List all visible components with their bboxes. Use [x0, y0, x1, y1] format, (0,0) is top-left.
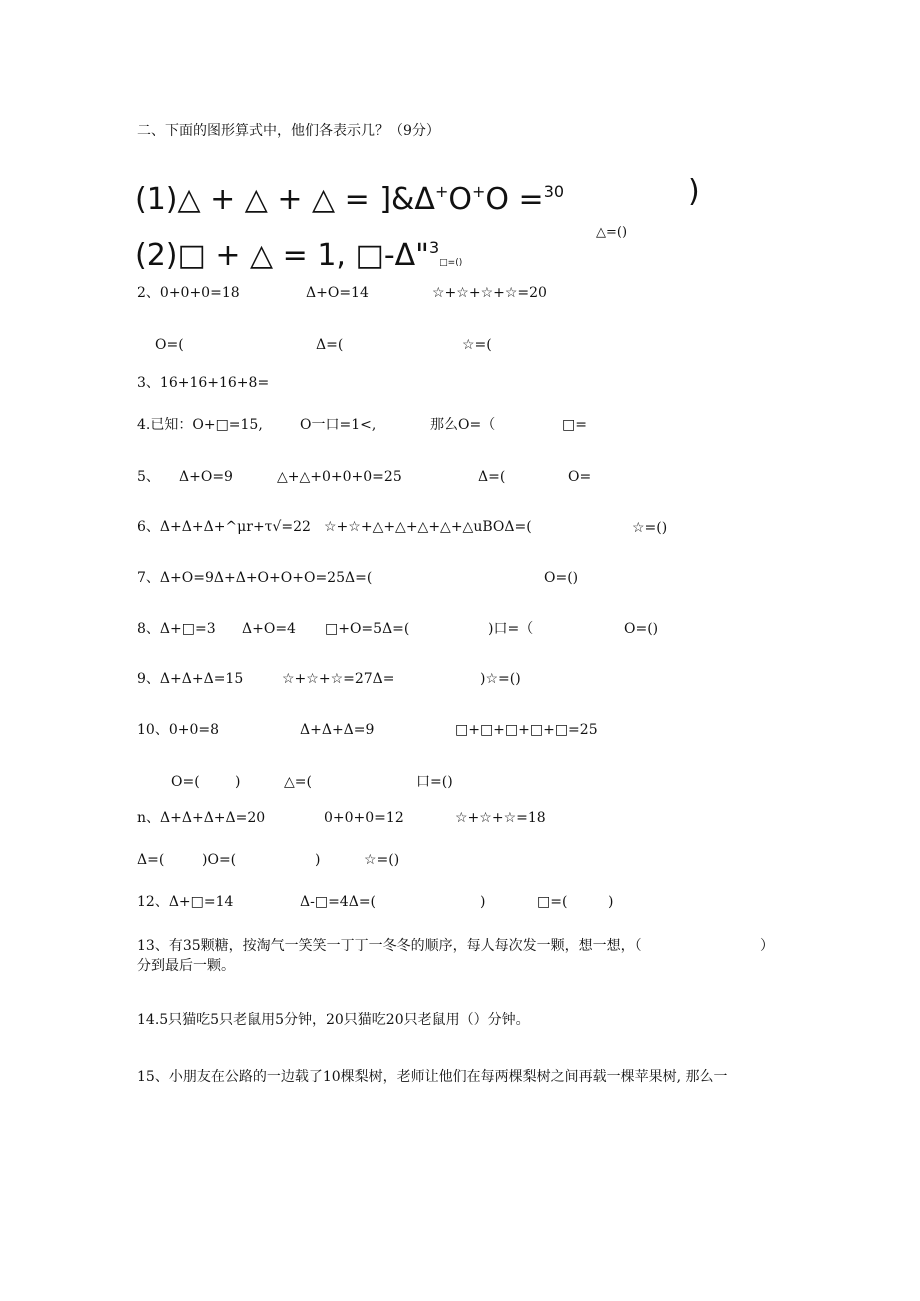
- q9-c: )☆=(): [480, 671, 521, 687]
- q10-ans-a: O=(: [171, 774, 200, 790]
- q6-b: ☆+☆+△+△+△+△+△uBOΔ=(: [324, 519, 532, 535]
- q12-d: □=(: [537, 894, 568, 910]
- q11-a: n、Δ+Δ+Δ+Δ=20: [137, 810, 266, 826]
- q2-ans-c: ☆=(: [462, 337, 492, 353]
- q11-ans-a: Δ=(: [137, 852, 165, 868]
- q5-d: Δ=(: [478, 469, 506, 485]
- q2-b: Δ+O=14: [306, 285, 369, 301]
- q8-a: 8、Δ+□=3: [137, 621, 216, 637]
- triangle-answer: △=(): [596, 225, 628, 240]
- q13-line2: 分到最后一颗。: [137, 958, 235, 974]
- q5-e: O=: [568, 469, 592, 485]
- q4-a: 4.已知：O+□=15,: [137, 417, 263, 433]
- q11-c: ☆+☆+☆=18: [455, 810, 546, 826]
- q2-ans-b: Δ=(: [316, 337, 344, 353]
- q7-b: O=(): [544, 570, 579, 586]
- q2-ans-a: O=(: [155, 337, 184, 353]
- q5-c: △+△+0+0+0=25: [277, 469, 402, 485]
- equation-1-close: ): [688, 174, 700, 209]
- q4-d: □=: [562, 417, 587, 433]
- q8-e: O=(): [624, 621, 659, 637]
- section-title: 二、下面的图形算式中，他们各表示几？（9分）: [137, 123, 440, 139]
- q8-d: )口=（: [488, 621, 534, 637]
- equation-1: (1)△ + △ + △ = ]&Δ+O+O =$^{30}$: [135, 182, 565, 217]
- q5-a: 5、: [137, 469, 160, 485]
- q2-c: ☆+☆+☆+☆=20: [432, 285, 547, 301]
- q9-b: ☆+☆+☆=27Δ=: [282, 671, 395, 687]
- q10-a: 10、0+0=8: [137, 722, 219, 738]
- q5-b: Δ+O=9: [179, 469, 233, 485]
- q7-a: 7、Δ+O=9Δ+Δ+O+O+O=25Δ=(: [137, 570, 373, 586]
- q8-c: □+O=5Δ=(: [325, 621, 410, 637]
- q4-b: O一口=1<,: [300, 417, 377, 433]
- q11-b: 0+0+0=12: [324, 810, 404, 826]
- equation-2: (2)□ + △ = 1, □-Δ"$^3$□=(): [135, 238, 463, 273]
- q8-b: Δ+O=4: [242, 621, 296, 637]
- q13-close: ）: [760, 938, 774, 954]
- q10-ans-c: △=(: [284, 774, 312, 790]
- q6-a: 6、Δ+Δ+Δ+^μr+τ√=22: [137, 519, 311, 535]
- q12-a: 12、Δ+□=14: [137, 894, 234, 910]
- q10-ans-b: ): [235, 774, 241, 790]
- q12-b: Δ-□=4Δ=(: [300, 894, 377, 910]
- q14: 14.5只猫吃5只老鼠用5分钟，20只猫吃20只老鼠用（）分钟。: [137, 1012, 530, 1028]
- q2-a: 2、0+0+0=18: [137, 285, 240, 301]
- q12-e: ): [608, 894, 614, 910]
- q11-ans-c: ): [315, 852, 321, 868]
- q10-c: □+□+□+□+□=25: [455, 722, 598, 738]
- q12-c: ): [480, 894, 486, 910]
- q11-ans-d: ☆=(): [364, 852, 400, 868]
- q4-c: 那么O=（: [430, 417, 496, 433]
- q9-a: 9、Δ+Δ+Δ=15: [137, 671, 244, 687]
- q6-c: ☆=(): [632, 520, 668, 536]
- q15: 15、小朋友在公路的一边载了10棵梨树，老师让他们在每两棵梨树之间再载一棵苹果树, 那么一: [137, 1069, 728, 1085]
- q10-ans-d: 口=(): [416, 774, 453, 790]
- q11-ans-b: )O=(: [202, 852, 237, 868]
- q10-b: Δ+Δ+Δ=9: [300, 722, 375, 738]
- q3: 3、16+16+16+8=: [137, 375, 270, 391]
- q13-line1: 13、有35颗糖，按淘气一笑笑一丁丁一冬冬的顺序，每人每次发一颗，想一想，（: [137, 938, 642, 954]
